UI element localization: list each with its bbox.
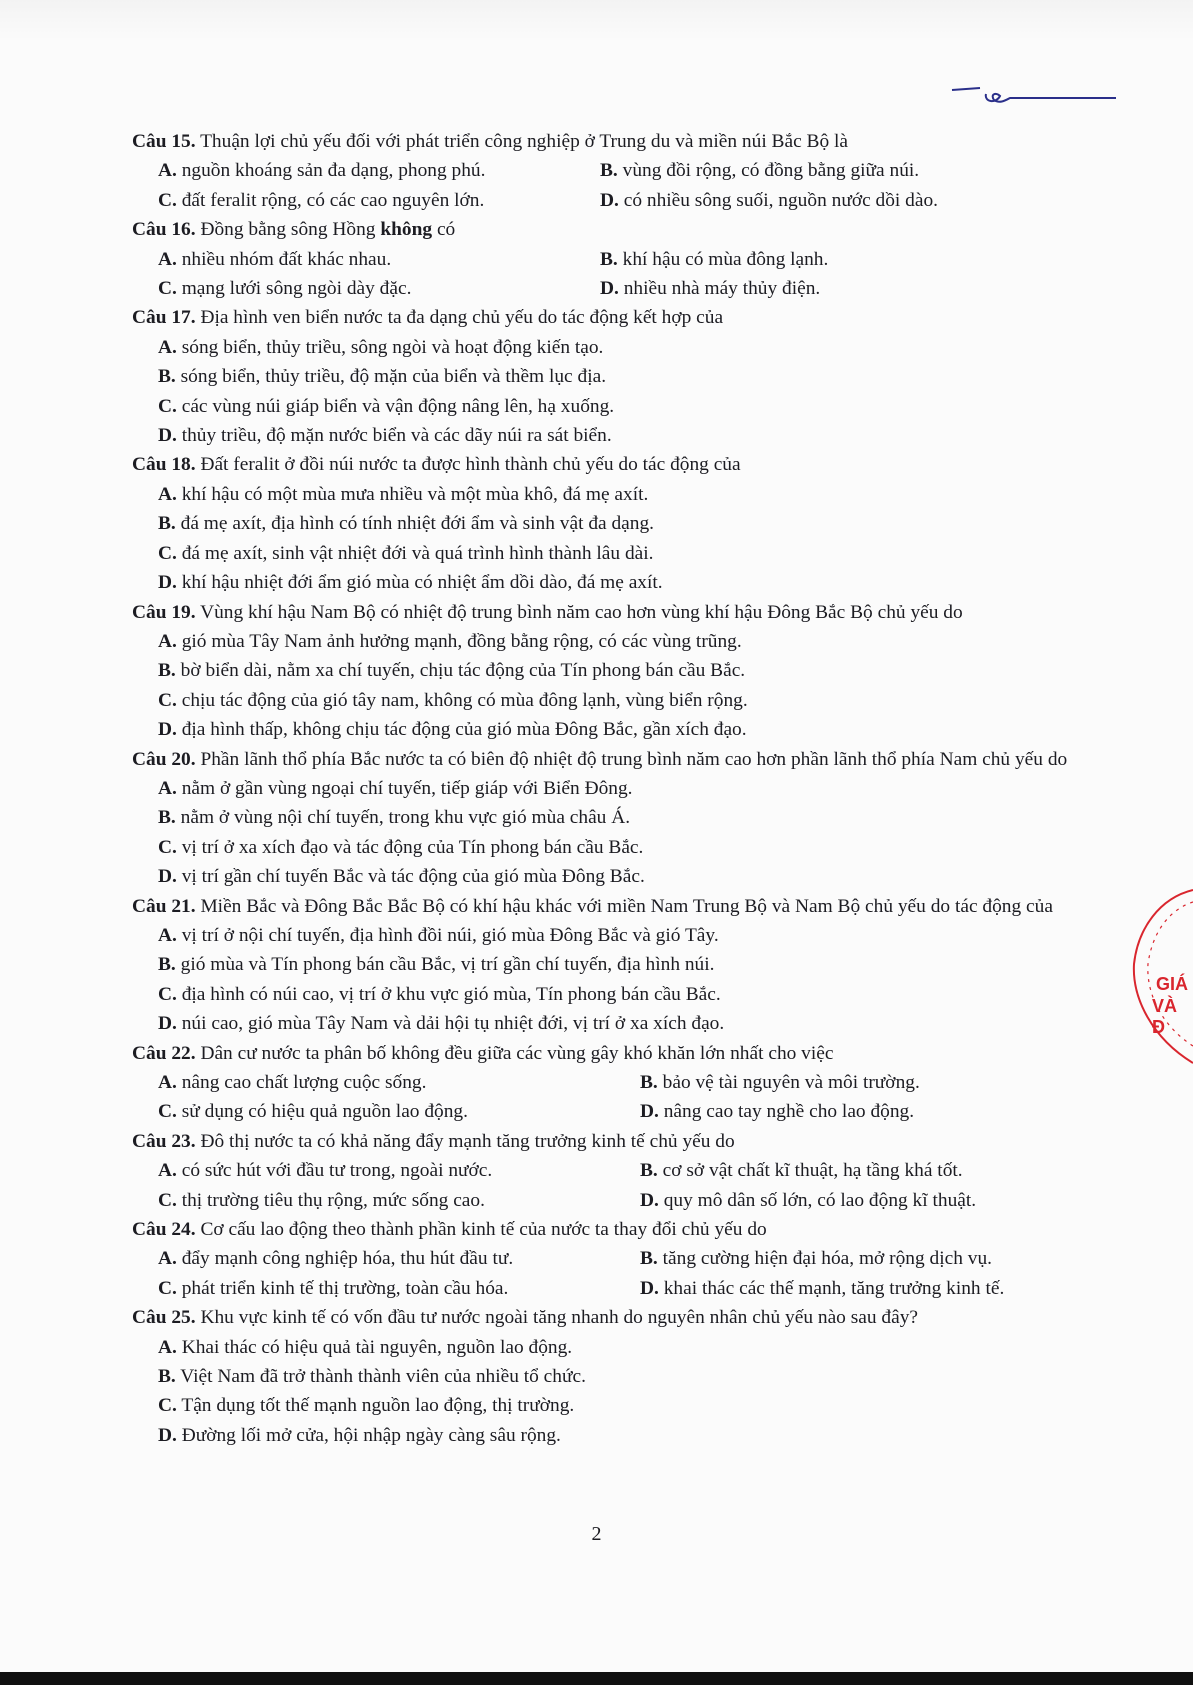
option-text: gió mùa Tây Nam ảnh hưởng mạnh, đồng bằng rộng, có các vùng trũng. (181, 630, 742, 652)
option-text: sử dụng có hiệu quả nguồn lao động. (181, 1101, 468, 1123)
answer-option (158, 1244, 640, 1273)
option-text: đẩy mạnh công nghiệp hóa, thu hút đầu tư. (181, 1248, 514, 1270)
option-letter: A. (158, 924, 177, 946)
question-text: Khu vực kinh tế có vốn đầu tư nước ngoài tăng nhanh do nguyên nhân chủ yếu nào sau đây? (200, 1307, 919, 1329)
option-row (132, 656, 1112, 685)
option-letter: D. (158, 572, 177, 594)
option-row (132, 186, 1112, 215)
option-letter: B. (158, 807, 176, 829)
option-row (132, 539, 1112, 568)
option-text: địa hình có núi cao, vị trí ở khu vực gió mùa, Tín phong bán cầu Bắc. (181, 983, 721, 1005)
option-row (132, 686, 1112, 715)
answer-option (158, 1333, 572, 1362)
question (132, 745, 1112, 774)
option-text: mạng lưới sông ngòi dày đặc. (181, 278, 412, 300)
question (132, 127, 1112, 156)
option-letter: A. (158, 630, 177, 652)
answer-option (158, 1391, 574, 1420)
option-letter: A. (158, 248, 177, 270)
option-row (132, 392, 1112, 421)
question-number: Câu 17. (132, 307, 196, 329)
option-text: bảo vệ tài nguyên và môi trường. (662, 1072, 920, 1093)
answer-option (158, 245, 600, 274)
answer-option (158, 921, 719, 950)
answer-option (640, 1068, 920, 1097)
question-text: Miền Bắc và Đông Bắc Bắc Bộ có khí hậu khác với miền Nam Trung Bộ và Nam Bộ chủ yếu do tác động của (200, 895, 1053, 917)
question-number: Câu 25. (132, 1307, 196, 1329)
option-row (132, 245, 1112, 274)
option-text: các vùng núi giáp biển và vận động nâng lên, hạ xuống. (181, 395, 615, 417)
option-letter: B. (158, 366, 176, 388)
option-row (132, 774, 1112, 803)
stamp-line-1: GIÁ (1156, 974, 1189, 994)
question-list (132, 127, 1112, 1450)
option-row (132, 627, 1112, 656)
option-letter: C. (158, 1101, 177, 1123)
answer-option (158, 656, 745, 685)
answer-option (158, 1009, 724, 1038)
question-number: Câu 20. (132, 748, 196, 770)
answer-option (158, 1068, 640, 1097)
option-row (132, 1421, 1112, 1450)
option-row (132, 421, 1112, 450)
answer-option (158, 1362, 586, 1391)
option-text: Tận dụng tốt thế mạnh nguồn lao động, thị trường. (181, 1395, 575, 1417)
option-letter: B. (158, 513, 176, 535)
option-letter: C. (158, 395, 177, 417)
option-text: nâng cao tay nghề cho lao động. (663, 1101, 915, 1123)
option-letter: D. (158, 425, 177, 447)
option-letter: D. (158, 1013, 177, 1035)
option-letter: A. (158, 1160, 177, 1182)
answer-option (640, 1244, 992, 1273)
option-letter: B. (600, 248, 618, 270)
option-text: nguồn khoáng sản đa dạng, phong phú. (181, 160, 486, 182)
option-letter: B. (640, 1160, 658, 1182)
option-letter: A. (158, 777, 177, 799)
page-number: 2 (591, 1523, 602, 1545)
option-letter: D. (158, 866, 177, 888)
option-letter: A. (158, 1072, 177, 1093)
question-number: Câu 15. (132, 131, 196, 152)
option-row (132, 1097, 1112, 1126)
option-letter: B. (640, 1248, 658, 1270)
option-text: có nhiều sông suối, nguồn nước dồi dào. (623, 189, 939, 211)
question-text-emphasis: không (380, 219, 433, 241)
option-letter: B. (158, 954, 176, 976)
question-number: Câu 22. (132, 1042, 196, 1064)
option-letter: B. (158, 1366, 176, 1388)
answer-option (158, 774, 633, 803)
option-text: quy mô dân số lớn, có lao động kĩ thuật. (663, 1189, 977, 1211)
scan-shadow (0, 0, 1193, 40)
question-text: Địa hình ven biển nước ta đa dạng chủ yếu do tác động kết hợp của (200, 307, 724, 329)
option-letter: C. (158, 1395, 177, 1417)
option-text: sóng biển, thủy triều, độ mặn của biển và thềm lục địa. (180, 366, 607, 388)
option-text: có sức hút với đầu tư trong, ngoài nước. (181, 1160, 493, 1182)
option-row (132, 1333, 1112, 1362)
question-text: Dân cư nước ta phân bố không đều giữa các vùng gây khó khăn lớn nhất cho việc (200, 1042, 834, 1064)
option-letter: B. (600, 160, 618, 182)
question-text: Cơ cấu lao động theo thành phần kinh tế của nước ta thay đổi chủ yếu do (200, 1219, 767, 1241)
option-text: vị trí gần chí tuyến Bắc và tác động của gió mùa Đông Bắc. (181, 866, 645, 888)
answer-option (600, 186, 938, 215)
scan-bottom-edge (0, 1672, 1193, 1685)
signature-mark (950, 78, 1120, 118)
option-letter: A. (158, 160, 177, 182)
answer-option (158, 362, 606, 391)
option-row (132, 950, 1112, 979)
option-letter: C. (158, 983, 177, 1005)
option-row (132, 1156, 1112, 1185)
option-row (132, 509, 1112, 538)
question (132, 1215, 1112, 1244)
answer-option (158, 274, 600, 303)
option-row (132, 362, 1112, 391)
option-letter: C. (158, 836, 177, 858)
question-text: Đô thị nước ta có khả năng đẩy mạnh tăng trưởng kinh tế chủ yếu do (200, 1130, 735, 1152)
option-row (132, 156, 1112, 185)
option-text: nằm ở vùng nội chí tuyến, trong khu vực gió mùa châu Á. (180, 807, 631, 829)
option-letter: D. (600, 278, 619, 300)
option-text: đá mẹ axít, sinh vật nhiệt đới và quá trình hình thành lâu dài. (181, 542, 654, 564)
question (132, 303, 1112, 332)
stamp-line-2: VÀ Đ (1152, 996, 1178, 1037)
answer-option (158, 156, 600, 185)
option-text: thủy triều, độ mặn nước biển và các dãy núi ra sát biển. (181, 425, 612, 447)
option-letter: C. (158, 689, 177, 711)
option-letter: C. (158, 278, 177, 300)
question-text: Thuận lợi chủ yếu đối với phát triển công nghiệp ở Trung du và miền núi Bắc Bộ là (200, 131, 849, 152)
red-stamp (1130, 888, 1193, 1083)
answer-option (158, 539, 653, 568)
question (132, 1127, 1112, 1156)
option-letter: D. (640, 1101, 659, 1123)
answer-option (158, 1097, 640, 1126)
question-number: Câu 24. (132, 1219, 196, 1241)
answer-option (158, 1156, 640, 1185)
option-letter: C. (158, 542, 177, 564)
option-text: chịu tác động của gió tây nam, không có mùa đông lạnh, vùng biển rộng. (181, 689, 748, 711)
question-text: Đất feralit ở đồi núi nước ta được hình thành chủ yếu do tác động của (200, 454, 741, 476)
option-row (132, 274, 1112, 303)
question-number: Câu 23. (132, 1130, 196, 1152)
question-text-end: có (436, 219, 456, 241)
option-text: nằm ở gần vùng ngoại chí tuyến, tiếp giáp với Biển Đông. (181, 777, 633, 799)
answer-option (158, 1186, 640, 1215)
answer-option (158, 715, 747, 744)
option-text: bờ biển dài, nằm xa chí tuyến, chịu tác động của Tín phong bán cầu Bắc. (180, 660, 746, 682)
option-text: vị trí ở nội chí tuyến, địa hình đồi núi, gió mùa Đông Bắc và gió Tây. (181, 924, 719, 946)
option-letter: A. (158, 483, 177, 505)
option-row (132, 480, 1112, 509)
answer-option (158, 627, 742, 656)
question-text: Đồng bằng sông Hồng (200, 219, 376, 241)
option-letter: D. (158, 1424, 177, 1446)
question-number: Câu 16. (132, 219, 196, 241)
answer-option (640, 1156, 963, 1185)
option-row (132, 1362, 1112, 1391)
question-number: Câu 19. (132, 601, 196, 623)
option-text: khí hậu có mùa đông lạnh. (622, 248, 829, 270)
answer-option (158, 480, 648, 509)
question-number: Câu 21. (132, 895, 196, 917)
option-letter: B. (640, 1072, 658, 1093)
option-row (132, 803, 1112, 832)
option-text: đất feralit rộng, có các cao nguyên lớn. (181, 189, 485, 211)
option-text: địa hình thấp, không chịu tác động của gió mùa Đông Bắc, gần xích đạo. (181, 719, 747, 741)
option-text: núi cao, gió mùa Tây Nam và dải hội tụ nhiệt đới, vị trí ở xa xích đạo. (181, 1013, 725, 1035)
option-letter: D. (600, 189, 619, 211)
option-text: cơ sở vật chất kĩ thuật, hạ tầng khá tốt. (662, 1160, 963, 1182)
question (132, 892, 1112, 921)
option-letter: C. (158, 189, 177, 211)
answer-option (158, 980, 721, 1009)
option-row (132, 715, 1112, 744)
answer-option (158, 392, 614, 421)
answer-option (158, 186, 600, 215)
option-text: nhiều nhà máy thủy điện. (623, 278, 821, 300)
option-text: Việt Nam đã trở thành thành viên của nhiều tổ chức. (180, 1366, 586, 1388)
answer-option (158, 686, 748, 715)
option-row (132, 1244, 1112, 1273)
answer-option (640, 1186, 976, 1215)
option-row (132, 921, 1112, 950)
answer-option (158, 1421, 561, 1450)
answer-option (158, 333, 603, 362)
option-row (132, 1068, 1112, 1097)
option-letter: D. (640, 1189, 659, 1211)
answer-option (640, 1274, 1004, 1303)
question-number: Câu 18. (132, 454, 196, 476)
option-row (132, 1009, 1112, 1038)
option-letter: D. (640, 1277, 659, 1299)
question (132, 450, 1112, 479)
option-letter: A. (158, 1248, 177, 1270)
option-text: phát triển kinh tế thị trường, toàn cầu hóa. (181, 1277, 509, 1299)
option-text: nâng cao chất lượng cuộc sống. (181, 1072, 427, 1093)
option-text: nhiều nhóm đất khác nhau. (181, 248, 392, 270)
option-letter: C. (158, 1277, 177, 1299)
question (132, 1303, 1112, 1332)
answer-option (158, 862, 645, 891)
option-row (132, 833, 1112, 862)
option-text: vùng đồi rộng, có đồng bằng giữa núi. (622, 160, 920, 182)
question-text: Vùng khí hậu Nam Bộ có nhiệt độ trung bình năm cao hơn vùng khí hậu Đông Bắc Bộ chủ yếu do (200, 601, 963, 623)
option-letter: C. (158, 1189, 177, 1211)
answer-option (158, 950, 715, 979)
option-text: vị trí ở xa xích đạo và tác động của Tín phong bán cầu Bắc. (181, 836, 644, 858)
option-row (132, 1274, 1112, 1303)
option-row (132, 980, 1112, 1009)
option-text: đá mẹ axít, địa hình có tính nhiệt đới ẩm và sinh vật đa dạng. (180, 513, 655, 535)
option-text: khí hậu có một mùa mưa nhiều và một mùa khô, đá mẹ axít. (181, 483, 649, 505)
option-letter: A. (158, 336, 177, 358)
question (132, 215, 1112, 244)
option-text: tăng cường hiện đại hóa, mở rộng dịch vụ. (662, 1248, 992, 1270)
answer-option (158, 833, 643, 862)
answer-option (158, 509, 654, 538)
question-text: Phần lãnh thổ phía Bắc nước ta có biên độ nhiệt độ trung bình năm cao hơn phần lãnh thổ phía Nam chủ yếu do (200, 748, 1068, 770)
option-text: sóng biển, thủy triều, sông ngòi và hoạt động kiến tạo. (181, 336, 604, 358)
option-letter: D. (158, 719, 177, 741)
question (132, 598, 1112, 627)
answer-option (600, 156, 919, 185)
option-letter: B. (158, 660, 176, 682)
answer-option (158, 1274, 640, 1303)
option-row (132, 862, 1112, 891)
option-row (132, 1186, 1112, 1215)
answer-option (158, 803, 630, 832)
option-text: gió mùa và Tín phong bán cầu Bắc, vị trí gần chí tuyến, địa hình núi. (180, 954, 715, 976)
answer-option (158, 568, 663, 597)
option-text: Khai thác có hiệu quả tài nguyên, nguồn lao động. (181, 1336, 573, 1358)
option-text: khí hậu nhiệt đới ẩm gió mùa có nhiệt ẩm dồi dào, đá mẹ axít. (181, 572, 663, 594)
answer-option (600, 274, 820, 303)
option-text: khai thác các thế mạnh, tăng trưởng kinh tế. (663, 1277, 1005, 1299)
answer-option (640, 1097, 914, 1126)
answer-option (600, 245, 828, 274)
option-text: Đường lối mở cửa, hội nhập ngày càng sâu rộng. (181, 1424, 561, 1446)
option-letter: A. (158, 1336, 177, 1358)
option-row (132, 333, 1112, 362)
question (132, 1039, 1112, 1068)
option-row (132, 568, 1112, 597)
option-row (132, 1391, 1112, 1420)
option-text: thị trường tiêu thụ rộng, mức sống cao. (181, 1189, 485, 1211)
answer-option (158, 421, 612, 450)
